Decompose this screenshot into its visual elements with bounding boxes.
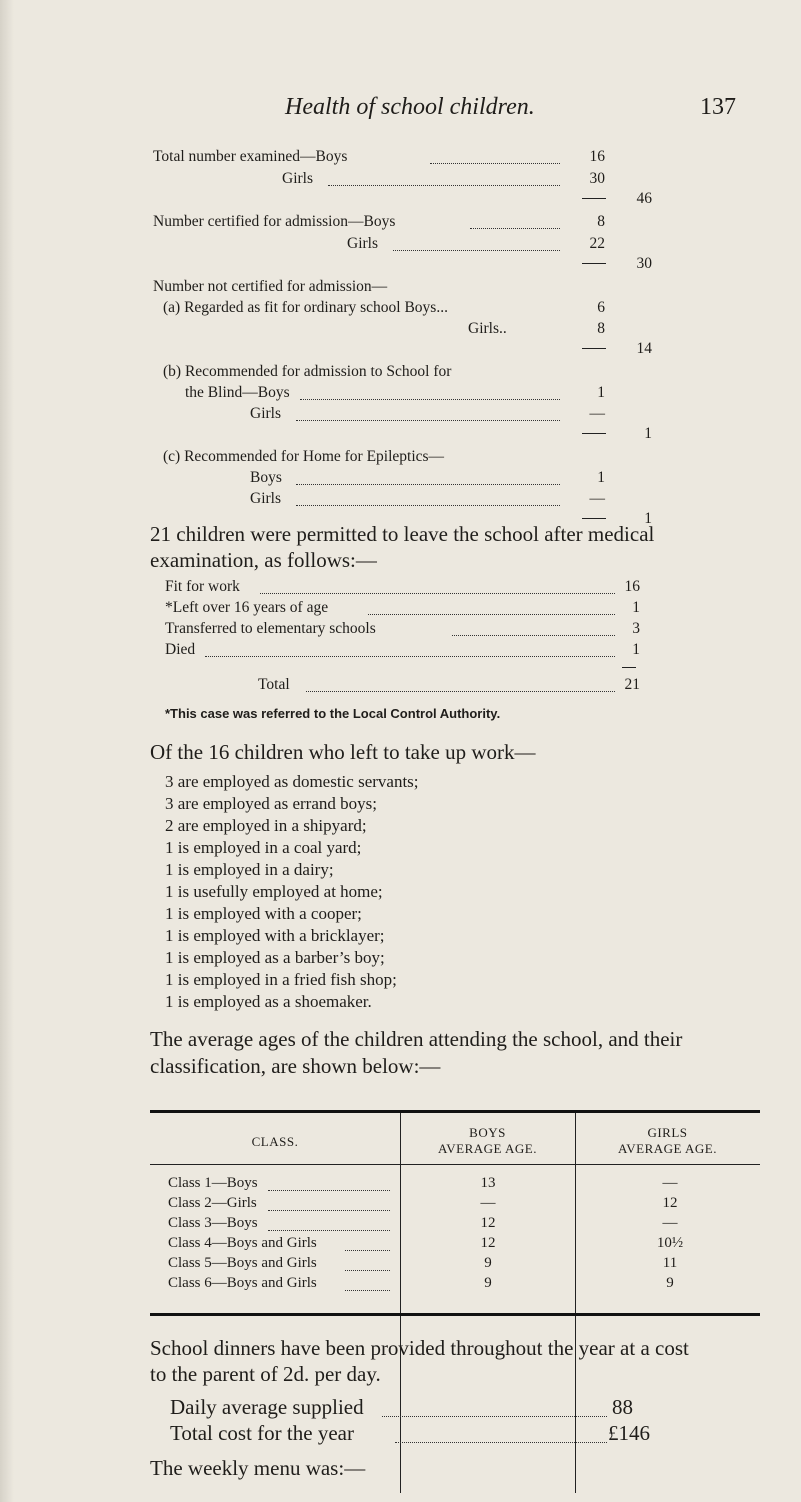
table-cell-girls: — [662,1215,678,1231]
not-certified-a-girls: 8 [597,320,605,337]
left-item-value: 1 [632,599,640,616]
certified-boys-value: 8 [597,213,605,230]
daily-average-label: Daily average supplied [170,1395,364,1419]
col-header-girls: GIRLS [647,1125,688,1140]
leader-dots [470,228,560,229]
certified-girls-label: Girls [347,235,378,252]
weekly-menu-label: The weekly menu was:— [150,1456,366,1480]
leader-dots [296,505,560,506]
not-certified-a-boys: 6 [597,299,605,316]
running-header-title: Health of school children. [285,94,535,120]
examined-girls-value: 30 [589,170,605,187]
certified-girls-value: 22 [589,235,605,252]
page-edge-shadow [0,0,14,1502]
leader-dots [430,163,560,164]
left-item-value: 3 [632,620,640,637]
leader-dots [268,1190,390,1191]
leader-dots [300,399,560,400]
leader-dots [328,185,560,186]
not-certified-a-girls-label: Girls.. [468,320,507,337]
leader-dots [306,691,615,692]
not-certified-heading: Number not certified for admission— [153,278,388,295]
examined-total-value: 46 [636,190,652,207]
leader-dots [268,1210,390,1211]
leader-dots [452,635,615,636]
leader-dots [393,250,560,251]
left-item-label: Died [165,641,196,658]
col-header-class: CLASS. [251,1134,299,1149]
page-number: 137 [700,94,736,120]
not-certified-b-label-1: (b) Recommended for admission to School for [163,363,452,380]
not-certified-b-boys: 1 [597,384,605,401]
work-item: 2 are employed in a shipyard; [165,816,367,835]
col-header-girls-sub: AVERAGE AGE. [618,1141,717,1156]
work-item: 1 is employed in a coal yard; [165,838,362,857]
certified-boys-label: Number certified for admission—Boys [153,213,396,230]
work-item: 1 is employed in a fried fish shop; [165,970,397,989]
table-bottom-rule [150,1313,760,1316]
leader-dots [205,656,615,657]
table-row-class: Class 5—Boys and Girls [168,1255,317,1271]
table-cell-girls: 11 [662,1255,678,1271]
table-cell-girls: — [662,1175,678,1191]
not-certified-c-boys-label: Boys [250,469,282,486]
table-row-class: Class 3—Boys [168,1215,258,1231]
not-certified-a-label: (a) Regarded as fit for ordinary school Boys... [163,299,448,316]
not-certified-c-boys: 1 [597,469,605,486]
left-item-label: Fit for work [165,578,240,595]
not-certified-b-girls-label: Girls [250,405,281,422]
work-item: 3 are employed as errand boys; [165,794,377,813]
work-item: 1 is employed as a shoemaker. [165,992,372,1011]
examined-boys-label: Total number examined—Boys [153,148,348,165]
work-heading: Of the 16 children who left to take up work— [150,740,536,764]
not-certified-c-girls: — [589,490,605,507]
work-item: 1 is employed as a barber’s boy; [165,948,385,967]
table-col-divider [400,1113,401,1493]
total-cost-value: £146 [608,1421,650,1445]
table-header-rule [150,1164,760,1165]
leader-dots [345,1250,390,1251]
leader-dots [296,484,560,485]
work-item: 1 is employed with a bricklayer; [165,926,385,945]
not-certified-b-label-2: the Blind—Boys [185,384,290,401]
subtotal-rule [582,198,606,199]
left-total-label: Total [258,676,290,693]
subtotal-rule [582,433,606,434]
table-row-class: Class 2—Girls [168,1195,257,1211]
subtotal-rule [582,348,606,349]
table-col-divider [575,1113,576,1493]
footnote: *This case was referred to the Local Control Authority. [165,706,501,721]
leader-dots [268,1230,390,1231]
subtotal-rule [582,518,606,519]
left-total-value: 21 [624,676,640,693]
left-school-intro-2: examination, as follows:— [150,548,377,572]
left-school-intro: 21 children were permitted to leave the school after medical [150,522,655,546]
table-cell-boys: 13 [480,1175,496,1191]
certified-total-value: 30 [636,255,652,272]
daily-average-value: 88 [612,1395,633,1419]
not-certified-a-total: 14 [636,340,652,357]
not-certified-c-label: (c) Recommended for Home for Epileptics— [163,448,445,465]
table-cell-girls: 12 [662,1195,678,1211]
dinners-intro: School dinners have been provided throughout the year at a cost [150,1336,689,1360]
left-item-value: 1 [632,641,640,658]
examined-girls-label: Girls [282,170,313,187]
dinners-intro-2: to the parent of 2d. per day. [150,1362,381,1386]
table-cell-boys: 12 [480,1235,496,1251]
table-cell-boys: 12 [480,1215,496,1231]
not-certified-b-girls: — [589,405,605,422]
leader-dots [368,614,615,615]
work-item: 1 is usefully employed at home; [165,882,383,901]
leader-dots [260,593,615,594]
not-certified-c-total: 1 [644,510,652,527]
col-header-boys: BOYS [469,1125,506,1140]
work-item: 1 is employed with a cooper; [165,904,362,923]
ages-intro-2: classification, are shown below:— [150,1054,441,1078]
leader-dots [345,1270,390,1271]
table-cell-girls: 9 [666,1275,674,1291]
left-item-label: Transferred to elementary schools [165,620,376,637]
subtotal-rule [582,263,606,264]
table-row-class: Class 6—Boys and Girls [168,1275,317,1291]
table-cell-boys: 9 [484,1255,492,1271]
left-item-label: *Left over 16 years of age [165,599,329,616]
left-item-value: 16 [624,578,640,595]
leader-dots [296,420,560,421]
col-header-boys-sub: AVERAGE AGE. [438,1141,537,1156]
leader-dots [382,1416,607,1417]
leader-dots [395,1442,607,1443]
ages-intro: The average ages of the children attending the school, and their [150,1027,683,1051]
table-row-class: Class 4—Boys and Girls [168,1235,317,1251]
examined-boys-value: 16 [589,148,605,165]
table-top-rule [150,1110,760,1113]
leader-dots [345,1290,390,1291]
work-item: 3 are employed as domestic servants; [165,772,419,791]
table-row-class: Class 1—Boys [168,1175,258,1191]
table-cell-boys: 9 [484,1275,492,1291]
work-item: 1 is employed in a dairy; [165,860,334,879]
not-certified-b-total: 1 [644,425,652,442]
not-certified-c-girls-label: Girls [250,490,281,507]
table-cell-boys: — [480,1195,496,1211]
total-rule [622,667,636,668]
table-cell-girls: 10½ [656,1235,684,1251]
total-cost-label: Total cost for the year [170,1421,354,1445]
